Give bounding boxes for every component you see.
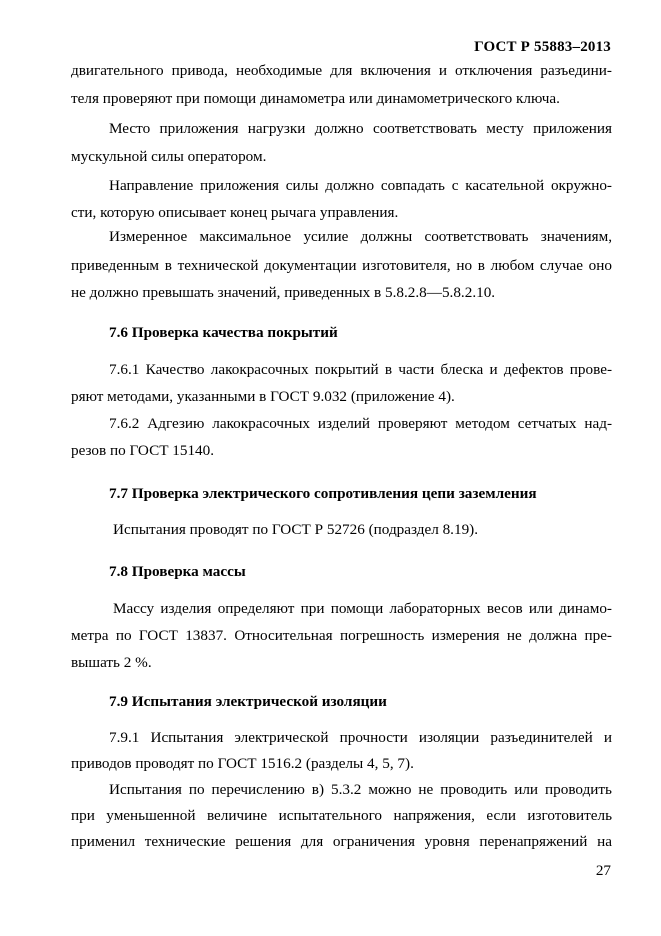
document-header: ГОСТ Р 55883–2013: [474, 39, 611, 55]
text-line: 7.6.2 Адгезию лакокрасочных изделий проверяют методом сетчатых над-: [109, 415, 612, 432]
text-line: 7.6.1 Качество лакокрасочных покрытий в части блеска и дефектов прове-: [109, 361, 612, 378]
text-line: Направление приложения силы должно совпадать с касательной окружно-: [109, 177, 612, 194]
text-line: Испытания проводят по ГОСТ Р 52726 (подраздел 8.19).: [113, 521, 479, 538]
text-line: Испытания по перечислению в) 5.3.2 можно не проводить или проводить: [109, 781, 612, 798]
text-line: теля проверяют при помощи динамометра или динамометрического ключа.: [71, 90, 560, 107]
text-line: приведенным в технической документации изготовителя, но в любом случае оно: [71, 257, 612, 274]
text-line: Измеренное максимальное усилие должны соответствовать значениям,: [109, 228, 612, 245]
text-line: двигательного привода, необходимые для включения и отключения разъедини-: [71, 62, 612, 79]
text-line: применил технические решения для ограничения уровня перенапряжений на: [71, 833, 612, 850]
text-line: резов по ГОСТ 15140.: [71, 442, 215, 459]
text-line: не должно превышать значений, приведенных в 5.8.2.8—5.8.2.10.: [71, 284, 496, 301]
text-line: Место приложения нагрузки должно соответствовать месту приложения: [109, 120, 612, 137]
section-heading-7-8: 7.8 Проверка массы: [109, 563, 246, 580]
section-heading-7-7: 7.7 Проверка электрического сопротивления цепи заземления: [109, 485, 537, 502]
text-line: мускульной силы оператором.: [71, 148, 267, 165]
text-line: ряют методами, указанными в ГОСТ 9.032 (приложение 4).: [71, 388, 455, 405]
text-line: сти, которую описывает конец рычага управления.: [71, 204, 399, 221]
text-line: при уменьшенной величине испытательного напряжения, если изготовитель: [71, 807, 612, 824]
text-line: 7.9.1 Испытания электрической прочности изоляции разъединителей и: [109, 729, 612, 746]
text-line: Массу изделия определяют при помощи лабораторных весов или динамо-: [113, 600, 612, 617]
section-heading-7-9: 7.9 Испытания электрической изоляции: [109, 693, 387, 710]
text-line: приводов проводят по ГОСТ 1516.2 (разделы 4, 5, 7).: [71, 755, 414, 772]
text-line: вышать 2 %.: [71, 654, 152, 671]
page-number: 27: [595, 862, 611, 879]
section-heading-7-6: 7.6 Проверка качества покрытий: [109, 324, 338, 341]
text-line: метра по ГОСТ 13837. Относительная погрешность измерения не должна пре-: [71, 627, 612, 644]
